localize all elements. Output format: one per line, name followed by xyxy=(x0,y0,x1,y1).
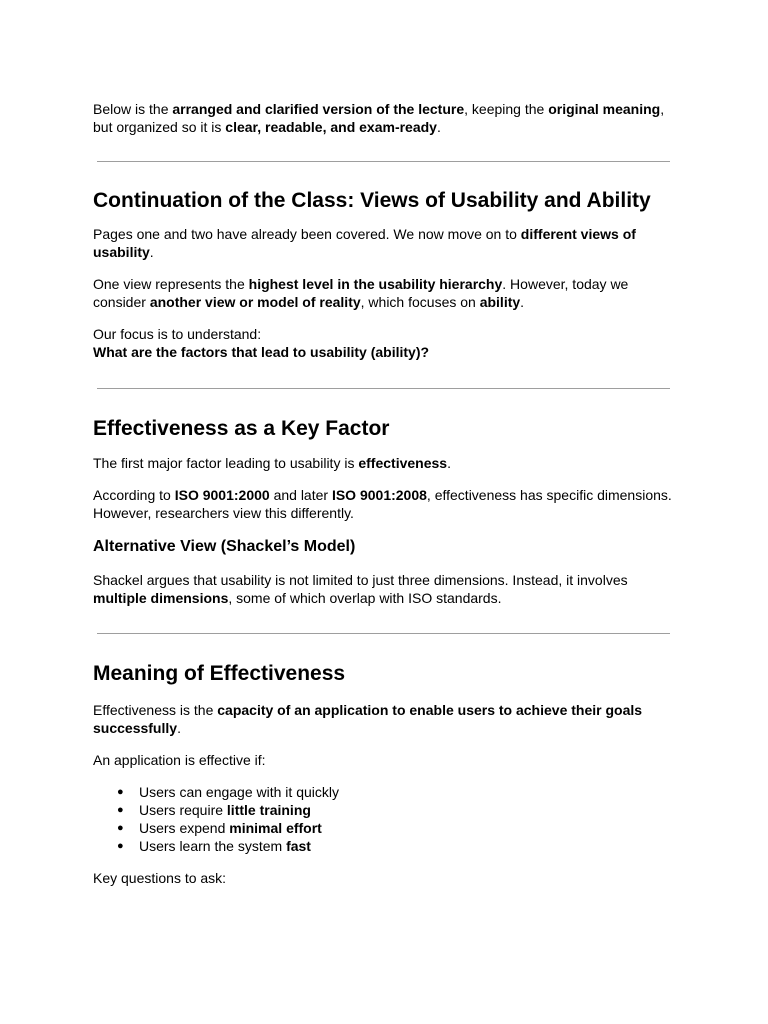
bullet-list xyxy=(93,783,673,855)
text-run: Shackel argues that usability is not limited to just three dimensions. Instead, it involves xyxy=(93,572,628,588)
text-run: . xyxy=(447,455,451,471)
list-item-bold: fast xyxy=(286,838,311,854)
text-run: , effectiveness has specific dimensions. However, researchers view this differently. xyxy=(93,487,672,521)
text-run: One view represents the xyxy=(93,276,249,292)
bullet-icon: ● xyxy=(117,804,124,816)
intro-text: . xyxy=(436,119,441,135)
bold-run: effectiveness xyxy=(358,455,448,471)
bullet-icon: ● xyxy=(117,786,124,798)
horizontal-divider xyxy=(97,161,670,162)
bold-run: ability xyxy=(479,294,521,310)
section-heading-effectiveness: Effectiveness as a Key Factor xyxy=(93,417,390,440)
list-item-text: Users can engage with it quickly xyxy=(139,784,339,800)
horizontal-divider xyxy=(97,388,670,389)
intro-text: but organized so it is xyxy=(93,119,226,135)
bold-question: What are the factors that lead to usability (ability)? xyxy=(93,344,430,360)
intro-paragraph xyxy=(93,100,673,136)
paragraph: Key questions to ask: xyxy=(93,870,227,886)
subheading-shackel: Alternative View (Shackel’s Model) xyxy=(93,538,356,555)
list-item-text: Users require xyxy=(139,802,227,818)
intro-bold: arranged and clarified version of the lecture xyxy=(172,101,465,117)
document-page xyxy=(93,100,673,887)
text-run: . xyxy=(177,720,181,736)
bold-run: ISO 9001:2008 xyxy=(331,487,427,503)
bold-run: multiple dimensions xyxy=(93,590,229,606)
section-heading-meaning: Meaning of Effectiveness xyxy=(93,662,346,685)
paragraph xyxy=(93,325,673,361)
bold-run: ISO 9001:2000 xyxy=(174,487,270,503)
paragraph xyxy=(93,275,673,311)
bold-run: another view or model of reality xyxy=(149,294,361,310)
intro-bold: original meaning xyxy=(548,101,661,117)
intro-text: , xyxy=(660,101,665,117)
list-item-text: Users learn the system xyxy=(139,838,287,854)
list-item-bold: little training xyxy=(226,802,311,818)
text-run: and later xyxy=(269,487,332,503)
paragraph xyxy=(93,571,673,607)
list-item-bold: minimal effort xyxy=(229,820,322,836)
list-item xyxy=(93,819,673,837)
text-run: . However, today we consider xyxy=(93,276,629,310)
paragraph: An application is effective if: xyxy=(93,752,266,768)
bold-run: highest level in the usability hierarchy xyxy=(248,276,503,292)
list-item-text: Users expend xyxy=(139,820,230,836)
text-run: The first major factor leading to usability is xyxy=(93,455,359,471)
text-run: , which focuses on xyxy=(360,294,480,310)
section-heading-views: Continuation of the Class: Views of Usability and Ability xyxy=(93,189,651,212)
text-run: . xyxy=(520,294,525,310)
list-item xyxy=(93,783,673,801)
text-run: Effectiveness is the xyxy=(93,702,218,718)
list-item xyxy=(93,801,673,819)
text-run: Our focus is to understand: xyxy=(93,326,262,342)
intro-text: , keeping the xyxy=(464,101,549,117)
text-run: . xyxy=(149,244,154,260)
bold-run: different views of usability xyxy=(93,226,636,260)
list-item xyxy=(93,837,673,855)
paragraph xyxy=(93,486,673,522)
text-run: According to xyxy=(93,487,175,503)
text-run: , some of which overlap with ISO standards. xyxy=(228,590,502,606)
bold-run: capacity of an application to enable users to achieve their goals successfully xyxy=(93,702,643,736)
text-run: Pages one and two have already been covered. We now move on to xyxy=(93,226,521,242)
paragraph xyxy=(93,225,673,261)
paragraph xyxy=(93,454,673,472)
intro-text: Below is the xyxy=(93,101,173,117)
horizontal-divider xyxy=(97,633,670,634)
bullet-icon: ● xyxy=(117,822,124,834)
intro-bold: clear, readable, and exam-ready xyxy=(225,119,437,135)
paragraph xyxy=(93,701,673,737)
bullet-icon: ● xyxy=(117,840,124,852)
